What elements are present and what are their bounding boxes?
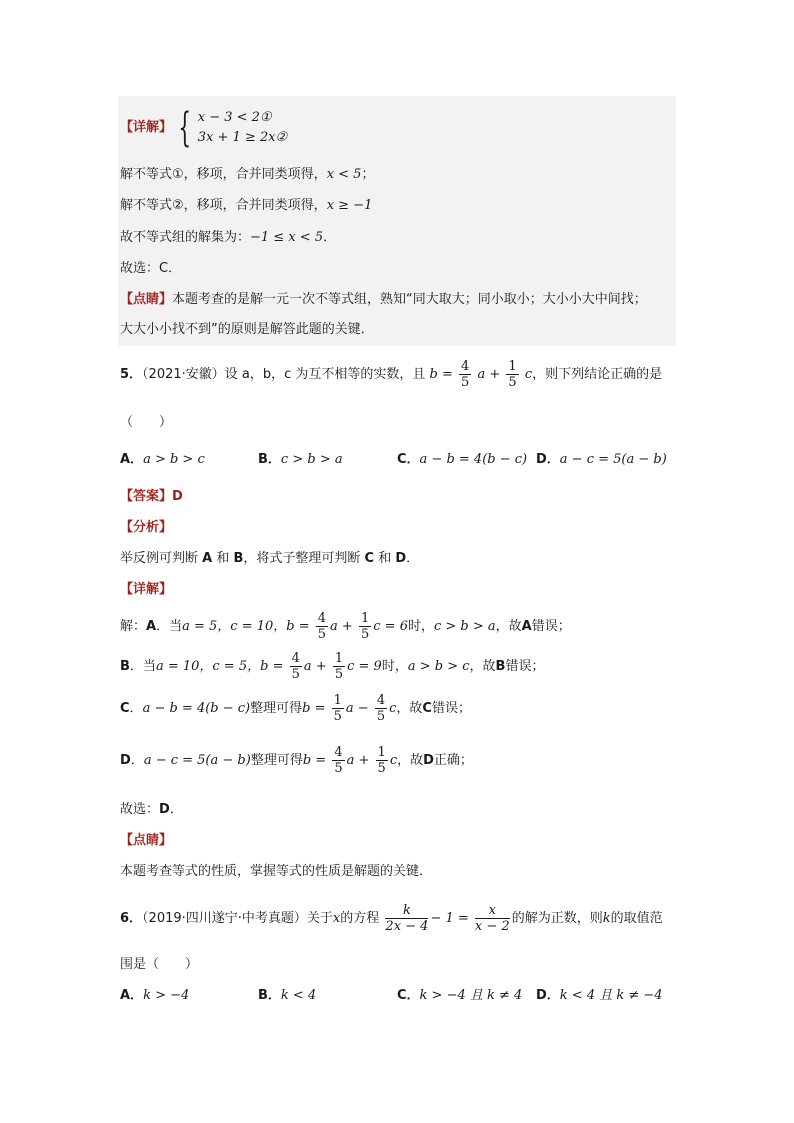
q5-option-b[interactable]: B．c > b > a xyxy=(258,452,343,467)
fraction-4-5: $\frac{4}{5}$ xyxy=(334,745,343,776)
prev-comment-line-1: 【点睛】本题考查的是解一元一次不等式组，熟知“同大取大；同小取小；大小小大中间找； xyxy=(120,292,647,307)
q5-stem: 5．（2021·安徽）设 a，b，c 为互不相等的实数，且 b = $\frac{4}{5}$ a + $\frac{1}{5}$ c，则下列结论正确的是 xyxy=(120,359,663,390)
comment-tag: 【点睛】 xyxy=(120,292,173,307)
q5-analysis: 举反例可判断 A 和 B，将式子整理可判断 C 和 D． xyxy=(120,551,420,566)
q5-step-d: D．a − c = 5(a − b)整理可得b = $\frac{4}{5}$ a + $\frac{1}{5}$ c，故D正确； xyxy=(120,745,473,776)
q6-option-d[interactable]: D．k < 4 且 k ≠ −4 xyxy=(536,988,663,1003)
q5-step-b: B．当a = 10，c = 5，b = $\frac{4}{5}$ a + $\frac{1}{5}$ c = 9时，a > b > c，故B错误； xyxy=(120,651,545,682)
fraction-x-over-x-2: $\frac{x}{x - 2}$ xyxy=(474,903,510,934)
fraction-1-5: $\frac{1}{5}$ xyxy=(360,611,370,642)
q5-paren: （ ） xyxy=(120,415,173,430)
q5-option-c[interactable]: C．a − b = 4(b − c) xyxy=(397,452,528,467)
answer-tag: 【答案】 xyxy=(120,489,173,504)
brace-symbol: { xyxy=(178,104,192,151)
q6-stem: 6．（2019·四川遂宁·中考真题）关于x的方程 $\frac{k}{2x - 4}$ − 1 = $\frac{x}{x - 2}$ 的解为正数，则k的取值范 xyxy=(120,903,663,934)
inequality-2: 3x + 1 ≥ 2x② xyxy=(197,129,288,145)
q6-source: （2019·四川遂宁·中考真题） xyxy=(142,911,307,926)
q5-comment-tag: 【点睛】 xyxy=(120,833,173,848)
solve-step-1: 解不等式①，移项，合并同类项得，x < 5； xyxy=(120,167,375,182)
q5-option-d[interactable]: D．a − c = 5(a − b) xyxy=(536,452,667,467)
q6-number: 6． xyxy=(120,911,143,926)
circled-two: ② xyxy=(172,198,184,213)
circled-one: ① xyxy=(172,167,184,182)
q6-option-b[interactable]: B．k < 4 xyxy=(258,988,317,1003)
q6-stem-line-2: 围是（ ） xyxy=(120,957,199,972)
fraction-1-5: $\frac{1}{5}$ xyxy=(333,693,342,724)
solution-set: 故不等式组的解集为：−1 ≤ x < 5． xyxy=(120,230,337,245)
q5-option-a[interactable]: A．a > b > c xyxy=(120,452,205,467)
fraction-1-5: $\frac{1}{5}$ xyxy=(334,651,344,682)
prev-choice: 故选：C． xyxy=(120,261,182,276)
fraction-1-5: $\frac{1}{5}$ xyxy=(508,359,517,390)
solve-step-2: 解不等式②，移项，合并同类项得，x ≥ −1 xyxy=(120,198,373,213)
q5-choice: 故选：D． xyxy=(120,802,183,817)
q5-number: 5． xyxy=(120,367,143,382)
inequality-1: x − 3 < 2① xyxy=(197,109,272,125)
q6-option-a[interactable]: A．k > −4 xyxy=(120,988,190,1003)
q5-detail-tag: 【详解】 xyxy=(120,582,173,597)
fraction-k-over-2x-4: $\frac{k}{2x - 4}$ xyxy=(385,903,429,934)
fraction-4-5: $\frac{4}{5}$ xyxy=(376,693,386,724)
q5-comment: 本题考查等式的性质，掌握等式的性质是解题的关键． xyxy=(120,864,433,879)
q5-source: （2021·安徽） xyxy=(142,367,225,382)
fraction-4-5: $\frac{4}{5}$ xyxy=(461,359,470,390)
fraction-1-5: $\frac{1}{5}$ xyxy=(377,745,386,776)
q6-option-c[interactable]: C．k > −4 且 k ≠ 4 xyxy=(397,988,523,1003)
prev-comment-line-2: 大大小小找不到”的原则是解答此题的关键． xyxy=(120,322,374,337)
q5-step-a: 解：A．当a = 5，c = 10，b = $\frac{4}{5}$ a + $\frac{1}{5}$ c = 6时，c > b > a，故A错误； xyxy=(120,611,571,642)
system-detail-row xyxy=(120,106,287,150)
answer-value: D xyxy=(172,489,183,504)
fraction-4-5: $\frac{4}{5}$ xyxy=(291,651,300,682)
q5-answer xyxy=(120,487,183,507)
q5-step-c: C．a − b = 4(b − c)整理可得b = $\frac{1}{5}$ a − $\frac{4}{5}$ c，故C错误； xyxy=(120,693,471,724)
inequality-system xyxy=(198,108,287,148)
fraction-4-5: $\frac{4}{5}$ xyxy=(317,611,327,642)
analysis-tag: 【分析】 xyxy=(120,520,173,535)
detail-tag: 【详解】 xyxy=(120,120,173,135)
